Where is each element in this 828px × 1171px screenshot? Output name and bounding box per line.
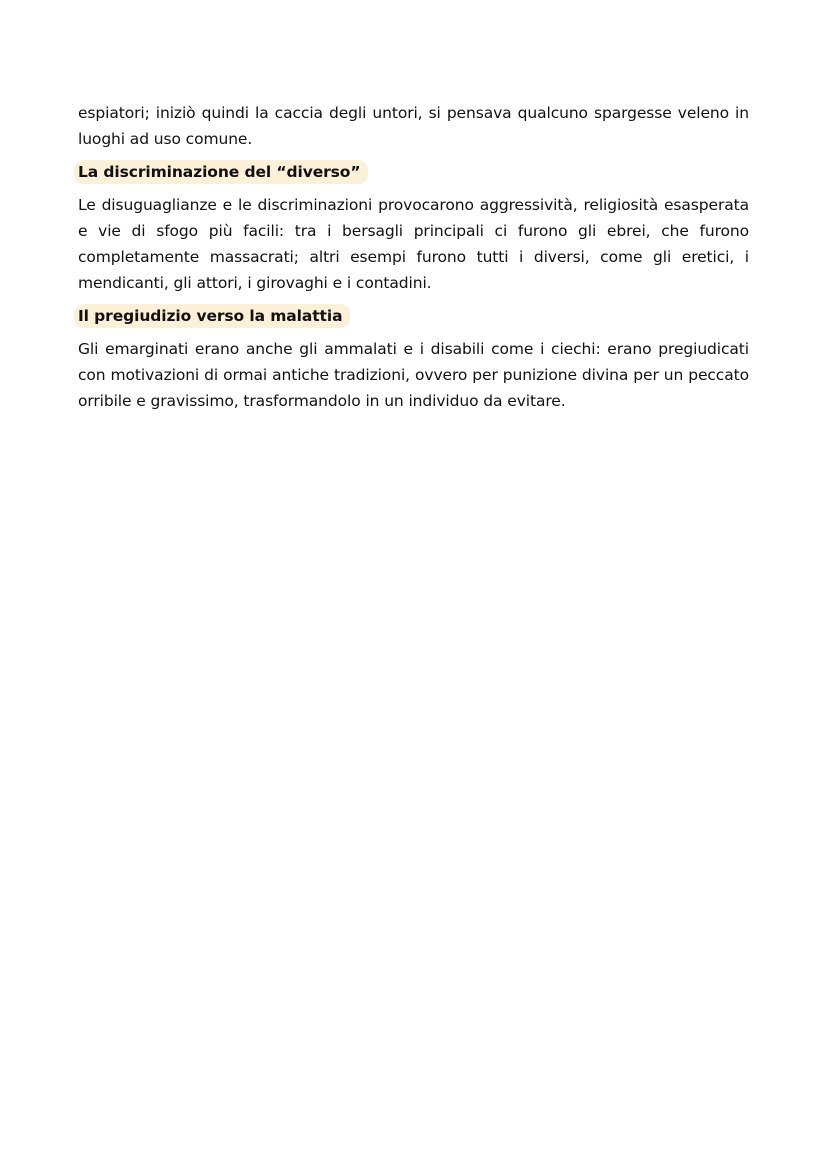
section-heading-malattia: Il pregiudizio verso la malattia [74, 304, 350, 328]
heading-wrap-malattia [78, 304, 749, 328]
heading-wrap-diverso [78, 160, 749, 184]
document-page [78, 100, 749, 414]
paragraph-untori: espiatori; iniziò quindi la caccia degli untori, si pensava qualcuno spargesse veleno in luoghi ad uso comune. [78, 104, 749, 148]
section-heading-diverso: La discriminazione del “diverso” [74, 160, 368, 184]
paragraph-discriminazioni: Le disuguaglianze e le discriminazioni provocarono aggressività, religiosità esasperata e vie di sfogo più facili: tra i bersagli principali ci furono gli ebrei, che furono completamente massacrati; altri esempi furono tutti i diversi, come gli eretici, i mendicanti, gli attori, i girovaghi e i contadini. [78, 196, 749, 292]
paragraph-emarginati: Gli emarginati erano anche gli ammalati e i disabili come i ciechi: erano pregiudicati con motivazioni di ormai antiche tradizioni, ovvero per punizione divina per un peccato orribile e gravissimo, trasformandolo in un individuo da evitare. [78, 340, 749, 410]
